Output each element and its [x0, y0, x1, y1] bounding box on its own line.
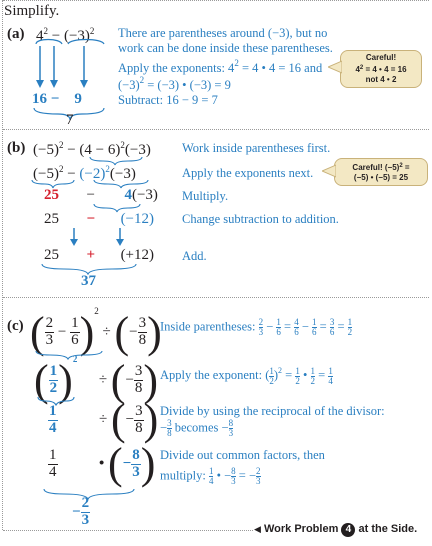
part-b-result: 37: [81, 273, 96, 289]
part-b-arrows: [70, 228, 130, 248]
part-b-row-1: $(-5)^2 - (4 - 6)^2(-3)$: [33, 140, 151, 158]
part-b-note-pointer: [322, 164, 336, 178]
rule-bc: [3, 297, 429, 298]
part-c-row-3: $\frac{1}{4}$ ÷ (− $\frac{3}{8}$ ): [49, 395, 159, 444]
part-b-row-2: $(-5)^2 - (-2)^2(-3)$: [33, 164, 136, 182]
part-b-text-5: Add.: [182, 249, 207, 263]
rule-ab: [3, 129, 429, 130]
part-b-row-5: 25 + (+12): [44, 247, 155, 263]
arrow-left-icon: ◀: [254, 524, 261, 534]
part-a-text-4: Subtract: 16 − 9 = 7: [118, 93, 218, 107]
part-a-expression: $4^2 - (-3)^2$: [36, 26, 95, 44]
part-b-label: (b): [7, 140, 26, 156]
part-c-text-1: Inside parentheses: $\frac{2}{3}$ − $\frac{1}{6}$ = $\frac{4}{6}$ − $\frac{1}{6}$ = $\frac{3}{6}$ = $\frac{1}{2}$: [160, 317, 353, 337]
problem-number-badge: 4: [341, 523, 355, 537]
left-rule: [2, 0, 3, 530]
part-a-text-2: Apply the exponents: $4^2 = 4$ • 4 = 16 and: [118, 58, 323, 75]
part-a-text-3: $(-3)^2 = (-3)$ • (−3) = 9: [118, 75, 231, 92]
part-b-text-4: Change subtraction to addition.: [182, 212, 339, 226]
part-c-label: (c): [7, 318, 24, 334]
part-a-label: (a): [7, 26, 25, 42]
part-c-result: − $\frac{2}{3}$: [72, 495, 90, 528]
part-a-careful-note: Careful! $4^2 = 4$ • 4 = 16 not 4 • 2: [340, 50, 422, 88]
part-a-step: 16 − 9: [32, 91, 82, 107]
footer-post-label: at the Side.: [358, 523, 418, 535]
part-c-row-4: $\frac{1}{4}$ • (− $\frac{8}{3}$ ): [49, 439, 156, 488]
part-c-text-2: Apply the exponent: ( $\frac{1}{2}$ )$^2$ = $\frac{1}{2}$ • $\frac{1}{2}$ = $\frac{1}{4}$: [160, 365, 333, 386]
work-problem-footer[interactable]: [254, 523, 417, 537]
heading: Simplify.: [4, 3, 60, 19]
top-rule: [3, 0, 429, 1]
part-a-text-1: There are parentheses around (−3), but no work can be done inside these parentheses.: [118, 26, 333, 55]
part-b-text-3: Multiply.: [182, 189, 229, 203]
bottom-rule: [3, 530, 253, 531]
part-b-text-2: Apply the exponents next.: [182, 166, 314, 180]
part-b-row-4: 25 − (−12): [44, 211, 155, 227]
part-c-brace-4: [42, 488, 152, 500]
part-a-result: 7: [66, 112, 74, 128]
part-a-note-pointer: [328, 60, 342, 74]
footer-pre-label: Work Problem: [263, 523, 339, 535]
part-c-text-4: Divide out common factors, then multiply: $\frac{1}{4}$ • − $\frac{8}{3}$ = − $\frac{2}{3}$: [160, 448, 325, 486]
part-b-row-3: 25 − 4(−3): [44, 187, 158, 203]
part-b-careful-note: Careful! $(-5)^2$ = (−5) • (−5) = 25: [334, 158, 428, 186]
part-c-row-1: ( $\frac{2}{3}$ − $\frac{1}{6}$ )$^2$ ÷ (− $\frac{3}{8}$ ): [30, 306, 162, 357]
part-c-text-3: Divide by using the reciprocal of the divisor: − $\frac{3}{8}$ becomes − $\frac{8}{3}$: [160, 404, 385, 438]
part-b-text-1: Work inside parentheses first.: [182, 141, 331, 155]
part-c-row-2: ( $\frac{1}{2}$ )$^2$ ÷ (− $\frac{3}{8}$ ): [34, 354, 159, 405]
